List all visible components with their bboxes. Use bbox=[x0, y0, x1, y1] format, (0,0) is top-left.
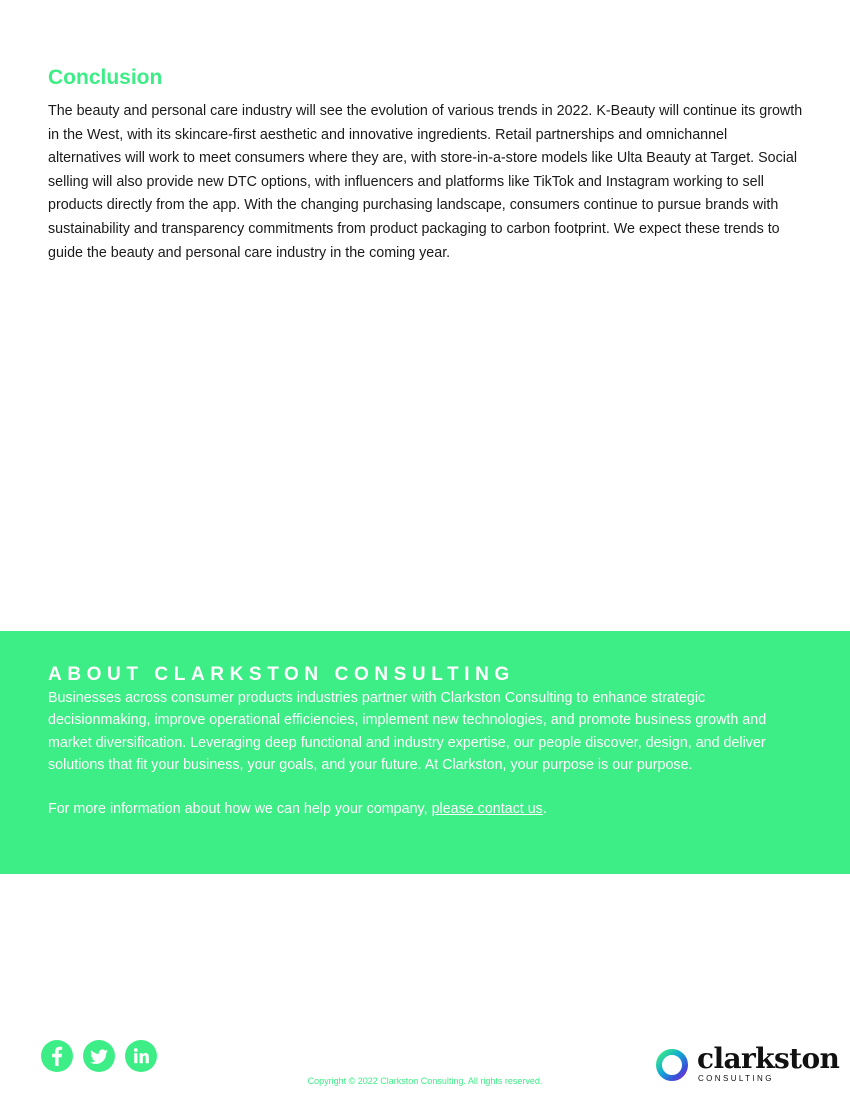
contact-line bbox=[48, 798, 808, 820]
logo-mark-icon bbox=[654, 1046, 694, 1086]
conclusion-heading: Conclusion bbox=[48, 66, 163, 89]
logo-wordmark: clarkston bbox=[697, 1042, 840, 1075]
logo-subtitle: CONSULTING bbox=[698, 1074, 774, 1083]
about-section bbox=[0, 631, 850, 874]
contact-prefix: For more information about how we can help your company, bbox=[48, 800, 432, 817]
contact-link[interactable]: please contact us bbox=[431, 800, 543, 817]
clarkston-logo bbox=[654, 1042, 840, 1086]
social-links bbox=[41, 1040, 157, 1072]
copyright-text: Copyright © 2022 Clarkston Consulting. All rights reserved. bbox=[307, 1076, 543, 1086]
about-body: Businesses across consumer products industries partner with Clarkston Consulting to enhance strategic decisionmaking, improve operational efficiencies, implement new technologies, and promote business growth and market diversification. Leveraging deep functional and industry expertise, our people discover, design, and deliver solutions that fit your business, your goals, and your future. At Clarkston, your purpose is our purpose. bbox=[48, 690, 767, 774]
twitter-icon[interactable] bbox=[83, 1040, 115, 1072]
about-heading: ABOUT CLARKSTON CONSULTING bbox=[48, 664, 515, 685]
facebook-icon[interactable] bbox=[41, 1040, 73, 1072]
contact-suffix: . bbox=[542, 800, 547, 817]
conclusion-section bbox=[48, 64, 804, 265]
linkedin-icon[interactable] bbox=[125, 1040, 157, 1072]
conclusion-body: The beauty and personal care industry will see the evolution of various trends in 2022. K-Beauty will continue its growth in the West, with its skincare-first aesthetic and innovative ingredients. Retail partnerships and omnichannel alternatives will work to meet consumers where they are, with store-in-a-store models like Ulta Beauty at Target. Social selling will also provide new DTC options, with influencers and platforms like TikTok and Instagram working to sell products directly from the app. With the changing purchasing landscape, consumers continue to pursue brands with sustainability and transparency commitments from product packaging to carbon footprint. We expect these trends to guide the beauty and personal care industry in the coming year. bbox=[48, 103, 803, 261]
